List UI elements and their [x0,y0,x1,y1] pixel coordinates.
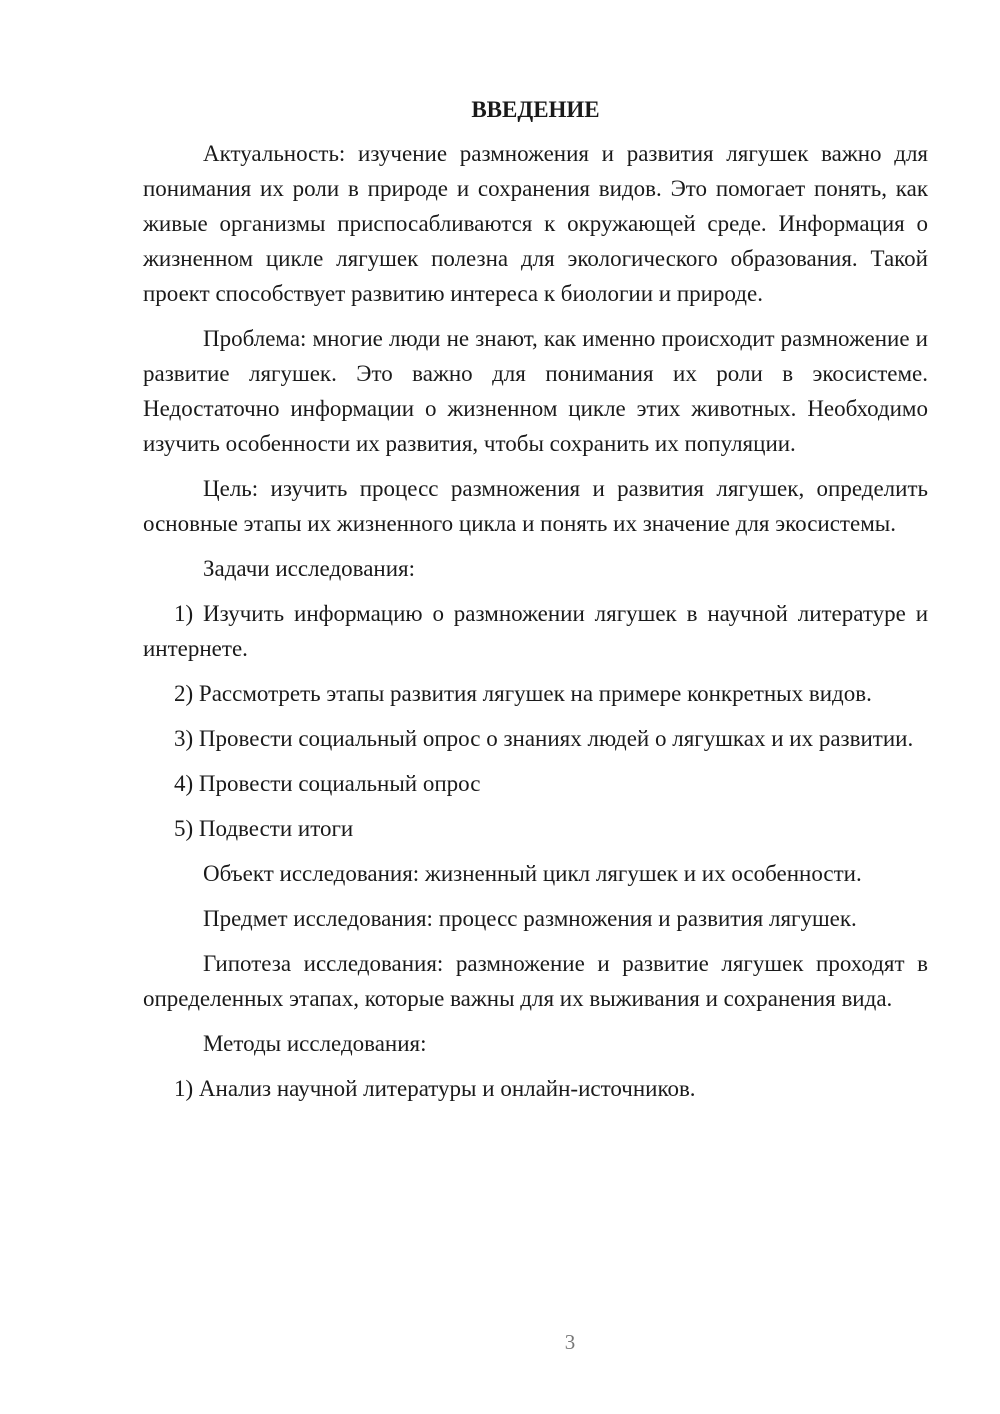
paragraph-relevance: Актуальность: изучение размножения и развития лягушек важно для понимания их роли в природе и сохранения видов. Это помогает понять, как живые организмы приспосабливаются к окружающей среде. Информация о жизненном цикле лягушек полезна для экологического образования. Такой проект способствует развитию интереса к биологии и природе. [143,141,928,306]
task-item-3: 3) Провести социальный опрос о знаниях людей о лягушках и их развитии. [174,726,914,751]
paragraph-goal: Цель: изучить процесс размножения и развития лягушек, определить основные этапы их жизненного цикла и понять их значение для экосистемы. [143,476,928,536]
paragraph-problem: Проблема: многие люди не знают, как именно происходит размножение и развитие лягушек. Это важно для понимания их роли в экосистеме. Недостаточно информации о жизненном цикле этих животных. Необходимо изучить особенности их развития, чтобы сохранить их популяции. [143,326,928,456]
section-title: ВВЕДЕНИЕ [471,97,600,122]
task-item-2: 2) Рассмотреть этапы развития лягушек на примере конкретных видов. [174,681,872,706]
task-item-1: 1) Изучить информацию о размножении лягушек в научной литературе и интернете. [143,601,928,661]
tasks-heading: Задачи исследования: [203,556,416,581]
method-item-1: 1) Анализ научной литературы и онлайн-источников. [174,1076,696,1101]
page-number: 3 [564,1330,576,1354]
research-object: Объект исследования: жизненный цикл лягушек и их особенности. [203,861,862,886]
task-item-5: 5) Подвести итоги [174,816,354,841]
research-hypothesis: Гипотеза исследования: размножение и развитие лягушек проходят в определенных этапах, которые важны для их выживания и сохранения вида. [143,951,928,1011]
methods-heading: Методы исследования: [203,1031,427,1056]
task-item-4: 4) Провести социальный опрос [174,771,481,796]
research-subject: Предмет исследования: процесс размножения и развития лягушек. [203,906,857,931]
document-page [143,92,928,1116]
